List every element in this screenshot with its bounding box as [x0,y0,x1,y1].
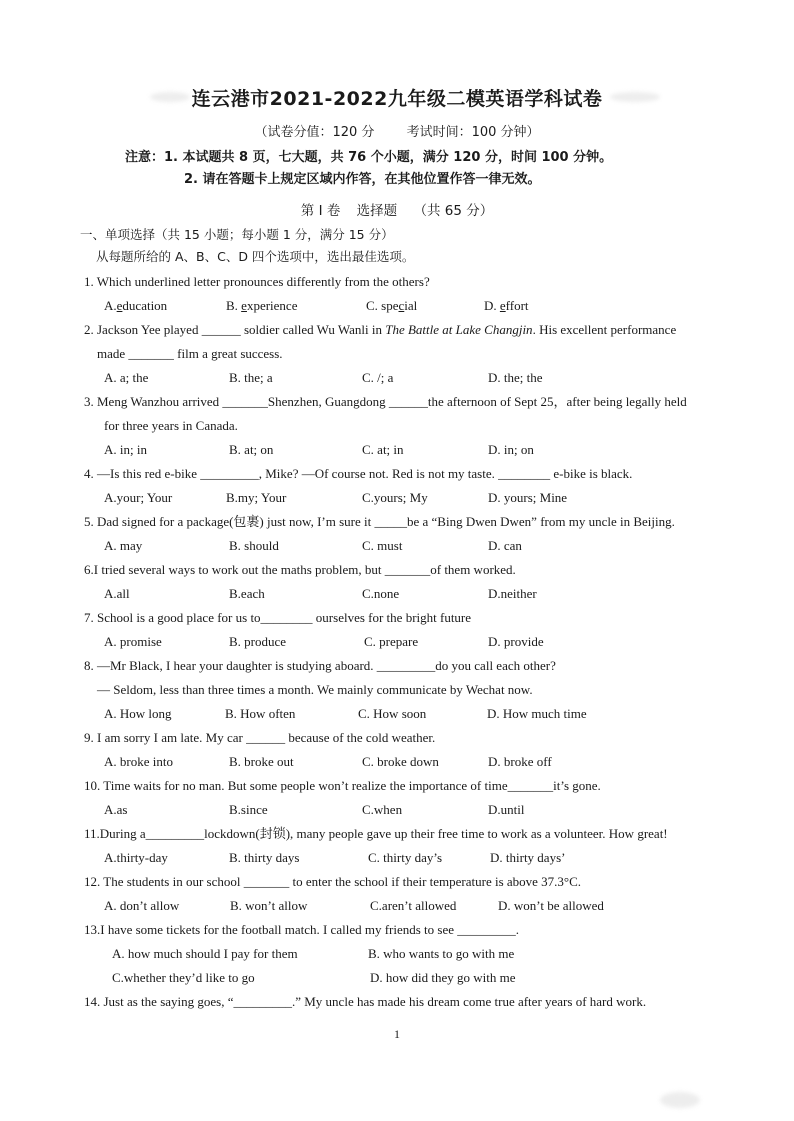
section-score: （共 65 分） [413,203,494,219]
option-c: C. prepare [364,634,419,649]
option-d: D. How much time [487,706,587,721]
page-number: 1 [394,1027,400,1041]
question-8 [84,654,744,702]
question-stem: 14. Just as the saying goes, “_________.” My uncle has made his dream come true after years of hard work. [84,994,647,1009]
question-stem: 9. I am sorry I am late. My car ______ because of the cold weather. [84,730,436,745]
question-9-options [104,750,744,774]
exam-title: 连云港市2021-2022九年级二模英语学科试卷 [191,88,603,110]
option-c: C. thirty day’s [368,850,443,865]
question-stem: 5. Dad signed for a package(包裹) just now, I’m sure it _____be a “Bing Dwen Dwen” from my uncle in Beijing. [84,514,675,529]
question-4-options [104,486,744,510]
question-stem: 10. Time waits for no man. But some people won’t realize the importance of time_______it’s gone. [84,778,601,793]
question-13-options-row-2 [104,966,744,990]
movie-title: The Battle at Lake Changjin [385,322,533,337]
question-1 [84,270,744,294]
option-d: D. broke off [488,754,552,769]
option-c: C. special [366,298,418,313]
question-10 [84,774,744,798]
question-3-options [104,438,744,462]
option-a: A. How long [104,706,172,721]
option-b: B. How often [225,706,296,721]
option-c: C. broke down [362,754,439,769]
option-b: B. won’t allow [230,898,308,913]
notice-line-2: 2. 请在答题卡上规定区域内作答，在其他位置作答一律无效。 [184,172,541,187]
option-b: B. produce [229,634,287,649]
option-c: C.when [362,802,403,817]
question-13-options-row-1 [104,942,744,966]
option-a: A. don’t allow [104,898,180,913]
option-a: A. promise [104,634,162,649]
part-one-heading [80,224,414,268]
option-b: B. experience [226,298,298,313]
question-stem-continued: for three years in Canada. [104,418,238,433]
question-stem: 6.I tried several ways to work out the maths problem, but _______of them worked. [84,562,516,577]
question-8-options [104,702,744,726]
question-stem-continued: — Seldom, less than three times a month. We mainly communicate by Wechat now. [97,682,533,697]
question-5-options [104,534,744,558]
option-a: A. in; in [104,442,147,457]
question-3 [84,390,744,438]
question-stem: 1. Which underlined letter pronounces differently from the others? [84,274,430,289]
question-stem: 13.I have some tickets for the football match. I called my friends to see _________. [84,922,520,937]
option-c: C. must [362,538,403,553]
option-c: C. How soon [358,706,427,721]
option-c: C. /; a [362,370,394,385]
option-c: C.aren’t allowed [370,898,457,913]
question-stem: 7. School is a good place for us to________ ourselves for the bright future [84,610,472,625]
question-stem: 3. Meng Wanzhou arrived _______Shenzhen, Guangdong ______the afternoon of Sept 25，after being legally held [84,394,687,409]
question-12 [84,870,744,894]
option-b: B. who wants to go with me [368,946,515,961]
question-2: 2. Jackson Yee played ______ soldier called Wu Wanli in The Battle at Lake Changjin. His excellent performance made _______ film a great success. [84,318,744,366]
score-info: （试卷分值：120 分 [254,125,375,140]
part-one-instruction: 从每题所给的 A、B、C、D 四个选项中，选出最佳选项。 [96,249,415,264]
option-d: D. can [488,538,522,553]
question-14 [84,990,744,1014]
question-stem: 11.During a_________lockdown(封锁), many people gave up their free time to work as a volunteer. How great! [84,826,668,841]
option-b: B. the; a [229,370,273,385]
option-a: A.thirty-day [104,850,168,865]
option-b: B.my; Your [226,490,287,505]
question-1-options [104,294,744,318]
question-stem: 4. —Is this red e-bike _________, Mike? —Of course not. Red is not my taste. ________ e-bike is black. [84,466,633,481]
option-c: C. at; in [362,442,404,457]
option-d: D. effort [484,298,529,313]
notice-line-1: 注意：1. 本试题共 8 页，七大题，共 76 个小题，满分 120 分，时间 100 分钟。 [125,150,613,165]
option-a: A. a; the [104,370,149,385]
option-d: D. thirty days’ [490,850,566,865]
option-a: A.all [104,586,130,601]
question-10-options [104,798,744,822]
option-d: D. how did they go with me [370,970,516,985]
question-7-options [104,630,744,654]
option-a: A.education [104,298,168,313]
question-stem: 12. The students in our school _______ to enter the school if their temperature is above 37.3°C. [84,874,582,889]
option-a: A. may [104,538,143,553]
option-b: B. thirty days [229,850,300,865]
section-number: 第 I 卷 [300,203,341,219]
question-11-options [104,846,744,870]
option-c: C.whether they’d like to go [112,970,255,985]
option-b: B.each [229,586,265,601]
option-b: B. broke out [229,754,294,769]
question-6 [84,558,744,582]
notice [125,147,612,191]
question-13 [84,918,744,942]
question-9 [84,726,744,750]
option-d: D. the; the [488,370,543,385]
question-4 [84,462,744,486]
option-d: D. in; on [488,442,534,457]
question-6-options [104,582,744,606]
option-d: D. yours; Mine [488,490,568,505]
question-12-options [104,894,744,918]
question-stem-continued: made _______ film a great success. [97,346,283,361]
option-b: B. at; on [229,442,274,457]
option-d: D.neither [488,586,537,601]
option-d: D. provide [488,634,544,649]
exam-info [0,121,794,140]
option-a: A. broke into [104,754,173,769]
scan-smudge [660,1092,700,1108]
option-a: A. how much should I pay for them [112,946,298,961]
question-11 [84,822,744,846]
option-c: C.yours; My [362,490,428,505]
option-a: A.your; Your [104,490,173,505]
option-d: D.until [488,802,525,817]
question-2-options [104,366,744,390]
question-5 [84,510,744,534]
option-d: D. won’t be allowed [498,898,604,913]
time-info: 考试时间：100 分钟） [406,125,540,140]
section-name: 选择题 [356,203,398,219]
section-title [0,199,794,219]
option-c: C.none [362,586,400,601]
part-one-title: 一、单项选择（共 15 小题；每小题 1 分，满分 15 分） [80,227,394,242]
option-b: B.since [229,802,268,817]
question-7 [84,606,744,630]
question-stem: 8. —Mr Black, I hear your daughter is studying aboard. _________do you call each other? [84,658,556,673]
option-b: B. should [229,538,279,553]
option-a: A.as [104,802,128,817]
